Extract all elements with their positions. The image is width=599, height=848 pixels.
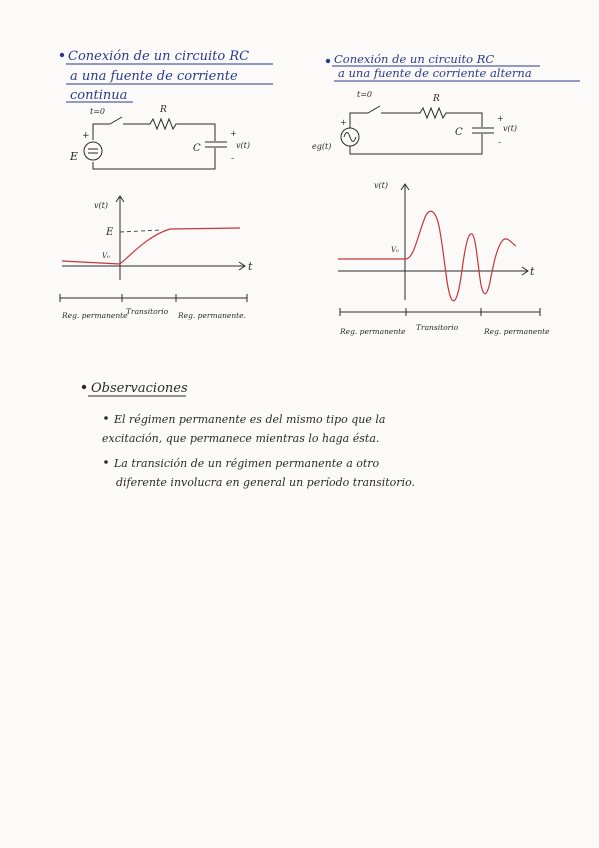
graph2-initial-label: V₀ xyxy=(391,246,399,254)
observation-2-line2: diferente involucra en general un período transitorio. xyxy=(116,476,416,489)
wire xyxy=(93,124,110,140)
wire xyxy=(350,113,368,128)
switch-blade xyxy=(110,117,122,124)
region-label-1: Reg. permanente xyxy=(340,327,406,336)
resistor xyxy=(381,108,482,127)
plus-sign: + xyxy=(82,131,90,141)
plus-sign: + xyxy=(340,118,347,127)
region-label-2: Transitorio xyxy=(416,323,459,332)
section2-circuit xyxy=(341,106,494,154)
graph2-xlabel: t xyxy=(530,265,535,278)
section1-circuit xyxy=(84,117,227,169)
minus-sign: - xyxy=(231,154,235,164)
bullet-dot xyxy=(104,460,108,464)
bullet-dot xyxy=(104,416,108,420)
section1-title-line1: Conexión de un circuito RC xyxy=(68,49,250,64)
capacitor-label: C xyxy=(193,143,201,154)
minus-sign: - xyxy=(498,138,502,148)
observation-2-line1: La transición de un régimen permanente a otro xyxy=(114,457,380,470)
section1-regions xyxy=(60,294,247,320)
ac-source-symbol xyxy=(344,133,356,142)
section2-title-line2: a una fuente de corriente alterna xyxy=(338,66,532,80)
capacitor-label: C xyxy=(455,127,463,138)
section1-title xyxy=(60,49,273,103)
graph1-initial-label: V₀ xyxy=(102,252,110,260)
source-label: eg(t) xyxy=(312,142,332,151)
region-label-1: Reg. permanente xyxy=(62,311,128,320)
graph1-level-label: E xyxy=(106,227,114,238)
output-label: v(t) xyxy=(503,124,517,133)
plus-sign: + xyxy=(230,129,237,138)
observations xyxy=(82,381,415,489)
switch-label: t=0 xyxy=(357,90,373,99)
ac-response-curve xyxy=(338,211,516,301)
output-label: v(t) xyxy=(236,141,250,150)
section1-title-line2: a una fuente de corriente xyxy=(70,69,238,84)
dc-source xyxy=(84,142,102,160)
section2-graph xyxy=(338,181,535,301)
graph1-ylabel: v(t) xyxy=(94,201,108,210)
bullet-dot xyxy=(60,53,64,57)
observation-1-line2: excitación, que permanece mientras lo haga ésta. xyxy=(102,432,380,445)
section2-regions xyxy=(339,308,550,336)
resistor-label: R xyxy=(160,105,167,115)
switch-label: t=0 xyxy=(90,107,106,116)
region-label-3: Reg. permanente. xyxy=(178,311,246,320)
resistor xyxy=(123,119,215,141)
graph1-xlabel: t xyxy=(248,260,253,273)
charging-curve xyxy=(62,228,240,264)
asymptote-dashed xyxy=(120,230,162,232)
observations-title: Observaciones xyxy=(91,381,188,396)
source-label: E xyxy=(70,150,79,163)
section1-graph xyxy=(62,196,253,280)
section1-circuit-labels xyxy=(69,105,250,164)
region-label-3: Reg. permanente xyxy=(484,327,550,336)
bullet-dot xyxy=(326,59,330,63)
section1-title-line3: continua xyxy=(70,88,128,103)
bullet-dot xyxy=(82,385,86,389)
section2-title xyxy=(326,52,580,81)
graph2-ylabel: v(t) xyxy=(374,181,388,190)
observation-1-line1: El régimen permanente es del mismo tipo que la xyxy=(114,413,386,426)
plus-sign: + xyxy=(497,114,504,123)
switch-blade xyxy=(368,106,380,113)
section2-title-line1: Conexión de un circuito RC xyxy=(334,52,495,66)
region-label-2: Transitorio xyxy=(126,307,169,316)
resistor-label: R xyxy=(433,94,440,104)
